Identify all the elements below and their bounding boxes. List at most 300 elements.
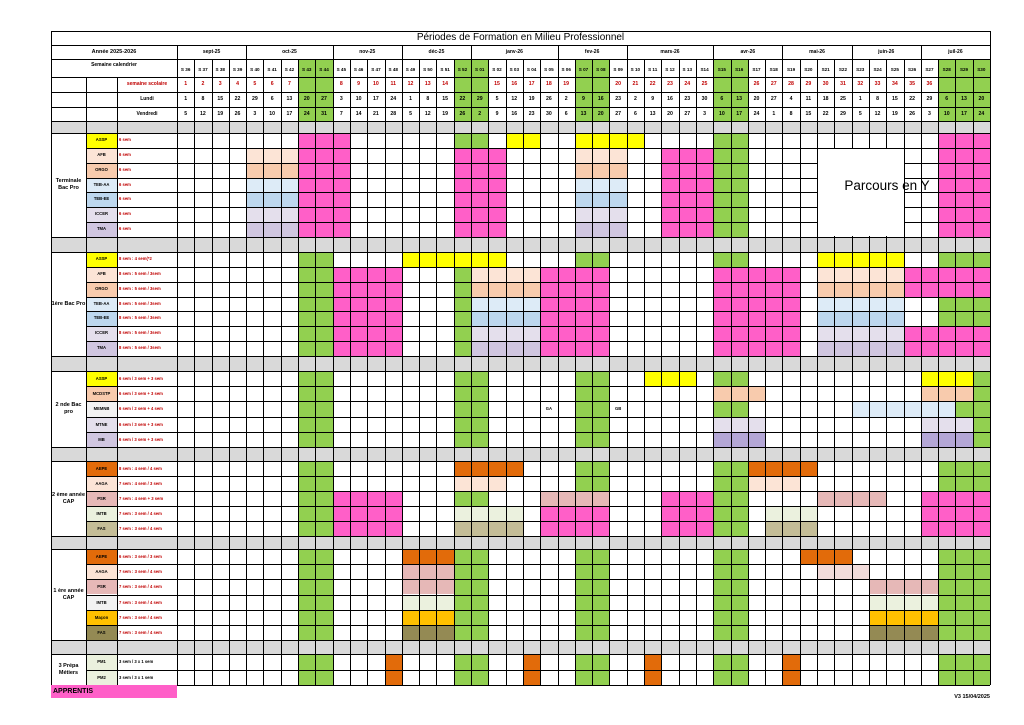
school-week-label: 16 — [511, 81, 518, 87]
grid-line-h — [86, 670, 990, 671]
monday-date: 29 — [926, 96, 933, 102]
grid-line-v — [212, 59, 213, 685]
grid-line-v — [644, 59, 645, 685]
grid-line-v — [713, 59, 714, 685]
week-label: S 06 — [561, 67, 571, 72]
school-week-label: 10 — [373, 81, 379, 87]
grid-line-v — [51, 31, 52, 685]
pfmp-duration: 6 sem / 2 sem + 4 sem — [119, 406, 163, 412]
monday-date: 15 — [442, 96, 448, 102]
section-label: 3 Prépa Métiers — [58, 662, 79, 676]
friday-date: 31 — [321, 111, 327, 117]
pfmp-duration: 7 sem : 4 sem / 3 sem — [119, 481, 162, 486]
pfmp-period-bar — [938, 178, 990, 193]
grid-line-v — [904, 59, 905, 685]
pfmp-period-bar — [402, 579, 454, 594]
filiere-code: Maçon — [94, 614, 109, 620]
friday-date: 19 — [217, 111, 224, 117]
pfmp-period-bar — [644, 670, 661, 686]
apprentis-legend: APPRENTIS — [51, 685, 177, 698]
week-label: S22 — [838, 67, 848, 72]
school-week-label: 26 — [753, 81, 760, 87]
friday-date: 2 — [478, 111, 482, 117]
friday-date: 6 — [564, 111, 568, 117]
filiere-code: PSR — [97, 496, 106, 501]
friday-date: 8 — [789, 111, 793, 117]
grid-line-v — [333, 45, 334, 59]
pfmp-period-bar — [938, 133, 990, 148]
filiere-code: AEPE — [95, 554, 108, 559]
week-label: S17 — [752, 67, 761, 72]
school-week-label — [592, 77, 609, 92]
grid-line-v — [471, 45, 472, 59]
pfmp-period-bar — [921, 432, 973, 447]
holiday-column — [575, 371, 592, 447]
section-separator — [51, 447, 990, 461]
grid-line-h — [51, 461, 990, 462]
school-week-label: 2 — [201, 81, 205, 87]
grid-line-h — [86, 417, 990, 418]
school-week-label — [938, 77, 955, 92]
grid-line-v — [921, 59, 922, 685]
pfmp-period-bar — [817, 267, 903, 282]
pfmp-period-bar — [385, 654, 402, 670]
grid-line-h — [86, 401, 990, 402]
month-label: juil-26 — [948, 49, 963, 55]
friday-date: 5 — [409, 111, 412, 117]
monday-date: 8 — [876, 96, 879, 102]
grid-line-v — [990, 31, 991, 685]
school-week-label: 22 — [649, 81, 656, 87]
pfmp-duration: 7 sem : 3 sem / 4 sem — [119, 629, 162, 635]
filiere-code: TEB-AA — [93, 181, 110, 187]
grid-line-v — [454, 59, 455, 685]
version-label: V3 15/04/2025 — [954, 694, 990, 700]
grid-line-v — [298, 59, 299, 685]
monday-date: 1 — [858, 96, 862, 102]
pfmp-duration: 6 sem — [119, 226, 131, 232]
week-label: S 42 — [284, 67, 295, 72]
semaine-scolaire-label: semaine scolaire — [126, 81, 168, 87]
monday-date: 27 — [321, 96, 327, 102]
friday-date: 10 — [269, 111, 276, 117]
friday-date: 16 — [511, 111, 518, 117]
holiday-column — [713, 461, 730, 536]
pfmp-period-bar — [298, 222, 350, 237]
school-week-label: 36 — [926, 81, 933, 87]
friday-date: 17 — [286, 111, 293, 117]
friday-date: 19 — [891, 111, 898, 117]
pfmp-period-bar — [661, 192, 713, 207]
friday-date: 27 — [615, 111, 621, 117]
grid-line-h — [51, 356, 990, 357]
school-week-label: 1 — [184, 81, 188, 87]
pfmp-period-bar — [575, 207, 627, 222]
friday-date: 24 — [753, 111, 760, 117]
grid-line-v — [471, 59, 472, 685]
grid-line-v — [229, 59, 230, 685]
monday-date: 6 — [270, 96, 274, 102]
pfmp-period-bar — [713, 326, 799, 341]
pfmp-duration: 8 sem : 5 sem / 3sem — [119, 285, 161, 291]
monday-date: 2 — [633, 96, 637, 102]
pfmp-period-bar — [713, 282, 799, 297]
monday-date: 3 — [339, 96, 343, 102]
grid-line-h — [51, 447, 990, 448]
grid-line-h — [86, 595, 990, 596]
pfmp-period-bar — [661, 178, 713, 193]
friday-date: 30 — [546, 111, 552, 117]
grid-line-v — [627, 59, 628, 685]
school-week-label: 11 — [390, 81, 396, 87]
filiere-code: AFB — [97, 151, 106, 157]
grid-line-h — [51, 107, 990, 108]
pfmp-period-bar — [575, 178, 627, 193]
pfmp-period-bar — [817, 252, 903, 267]
pfmp-period-bar — [454, 207, 506, 222]
pfmp-period-bar — [454, 476, 506, 491]
pfmp-period-bar — [575, 192, 627, 207]
grid-line-h — [51, 371, 990, 372]
section-label: 2 nde Bac pro — [55, 402, 82, 415]
grid-line-v — [782, 45, 783, 59]
monday-date: 12 — [511, 96, 518, 102]
week-label: S16 — [735, 67, 744, 72]
friday-date: 1 — [772, 111, 776, 117]
school-week-label: 9 — [357, 81, 361, 87]
page-title: Périodes de Formation en Milieu Professionnel — [416, 32, 625, 43]
monday-date: 16 — [597, 96, 604, 102]
grid-line-v — [592, 59, 593, 685]
filiere-code: PM2 — [97, 674, 106, 680]
pfmp-period-bar — [644, 654, 661, 670]
grid-line-h — [51, 45, 990, 46]
friday-date: 19 — [442, 111, 448, 117]
friday-date: 12 — [424, 111, 431, 117]
pfmp-period-bar — [402, 625, 454, 640]
grid-line-v — [731, 59, 732, 685]
school-week-label: 8 — [339, 81, 343, 87]
monday-date: 15 — [891, 96, 898, 102]
friday-date: 26 — [234, 111, 241, 117]
school-week-label: 6 — [270, 81, 274, 87]
filiere-code: AFB — [97, 270, 106, 276]
filiere-code: TEB-EE — [93, 196, 110, 202]
week-label: S 39 — [232, 67, 243, 72]
grid-line-v — [402, 59, 403, 685]
monday-date: 24 — [390, 96, 397, 102]
filiere-code: ASSP — [95, 376, 108, 381]
grid-line-h — [86, 491, 990, 492]
month-label: avr-26 — [740, 49, 756, 55]
pfmp-period-bar — [904, 282, 990, 297]
pfmp-period-bar — [921, 371, 973, 386]
friday-date: 3 — [703, 111, 707, 117]
friday-date: 14 — [355, 111, 362, 117]
holiday-column — [315, 461, 332, 536]
group-tag: GB — [614, 406, 622, 412]
grid-line-v — [117, 77, 118, 685]
grid-line-v — [973, 59, 974, 685]
school-week-label: 35 — [909, 81, 916, 87]
grid-line-v — [350, 59, 351, 685]
pfmp-period-bar — [782, 670, 799, 686]
friday-date: 21 — [373, 111, 379, 117]
week-label: S 47 — [371, 67, 381, 72]
month-label: juin-26 — [878, 49, 895, 55]
pfmp-period-bar — [298, 133, 350, 148]
week-label: S 52 — [457, 67, 468, 72]
pfmp-period-bar — [298, 163, 350, 178]
school-week-label: 14 — [442, 81, 448, 87]
friday-date: 10 — [943, 111, 950, 117]
monday-date: 9 — [582, 96, 585, 102]
week-label: S 12 — [665, 67, 675, 72]
week-label: S 09 — [613, 67, 623, 72]
pfmp-duration: 8 sem : 5 sem / 3sem — [119, 270, 161, 276]
grid-line-v — [367, 59, 368, 685]
filiere-code: PM1 — [97, 659, 106, 664]
section-separator — [51, 237, 990, 252]
monday-date: 26 — [546, 96, 552, 102]
pfmp-period-bar — [661, 506, 713, 521]
pfmp-period-bar — [713, 386, 765, 401]
filiere-code: MB — [98, 436, 105, 442]
monday-date: 10 — [355, 96, 362, 102]
friday-date: 7 — [339, 111, 343, 117]
pfmp-period-bar — [713, 417, 765, 432]
grid-line-v — [419, 59, 420, 685]
school-week-label: 24 — [684, 81, 691, 87]
pfmp-duration: 8 sem : 5 sem / 3sem — [119, 315, 161, 321]
pfmp-period-bar — [298, 148, 350, 163]
pfmp-period-bar — [921, 417, 973, 432]
pfmp-period-bar — [782, 654, 799, 670]
monday-date: 27 — [770, 96, 777, 102]
filiere-code: MEMNB — [93, 406, 110, 412]
school-week-label: 20 — [615, 81, 621, 87]
grid-line-h — [86, 326, 990, 327]
friday-date: 27 — [684, 111, 691, 117]
grid-line-h — [86, 386, 990, 387]
monday-date: 20 — [978, 96, 985, 102]
filiere-code: ASSP — [95, 137, 108, 142]
grid-line-v — [713, 45, 714, 59]
school-week-label: 34 — [891, 81, 898, 87]
friday-date: 26 — [909, 111, 916, 117]
school-week-label: 33 — [874, 81, 881, 87]
pfmp-duration: 6 sem — [119, 196, 131, 202]
school-week-label — [471, 77, 488, 92]
grid-line-h — [51, 549, 990, 550]
grid-line-h — [86, 521, 990, 522]
monday-date: 29 — [476, 96, 483, 102]
filiere-code: MTNE — [95, 421, 108, 427]
month-label: nov-25 — [359, 49, 376, 55]
week-label: S 08 — [596, 67, 606, 72]
month-label: janv-26 — [505, 49, 523, 55]
grid-line-v — [575, 59, 576, 685]
week-label: S 46 — [353, 67, 364, 72]
filiere-code: AAGA — [95, 481, 108, 486]
grid-line-v — [955, 59, 956, 685]
week-label: S25 — [890, 67, 899, 72]
filiere-code: ICCER — [94, 330, 109, 336]
friday-date: 26 — [459, 111, 466, 117]
week-label: S 11 — [648, 67, 658, 72]
pfmp-period-bar — [904, 341, 990, 356]
grid-line-v — [627, 45, 628, 59]
section-separator — [51, 536, 990, 549]
school-week-label — [298, 77, 315, 92]
filiere-code: PSR — [97, 584, 106, 590]
filiere-code: AEPE — [95, 466, 108, 471]
week-label: S 05 — [544, 67, 554, 72]
pfmp-period-bar — [661, 521, 713, 536]
pfmp-duration: 3 sem / 3 x 1 sem — [119, 674, 154, 680]
section-separator — [51, 121, 990, 133]
holiday-column — [315, 371, 332, 447]
week-label: S 49 — [405, 67, 416, 72]
school-week-label: 19 — [563, 81, 570, 87]
monday-date: 13 — [961, 96, 967, 102]
school-week-label: 28 — [788, 81, 794, 87]
pfmp-period-bar — [817, 311, 903, 326]
grid-line-v — [506, 59, 507, 685]
pfmp-period-bar — [713, 432, 765, 447]
school-week-label — [575, 77, 592, 92]
monday-date: 22 — [234, 96, 241, 102]
pfmp-duration: 7 sem : 3 sem / 4 sem — [119, 599, 162, 605]
week-label: S 03 — [509, 67, 520, 72]
friday-date: 29 — [840, 111, 846, 117]
holiday-column — [471, 371, 488, 447]
week-label: S29 — [959, 67, 969, 72]
group-tag: GA — [545, 406, 553, 412]
week-label: S 41 — [267, 67, 277, 72]
pfmp-period-bar — [938, 222, 990, 237]
grid-line-v — [696, 59, 697, 685]
friday-date: 17 — [736, 111, 743, 117]
friday-date: 5 — [184, 111, 188, 117]
monday-date: 22 — [459, 96, 466, 102]
pfmp-duration: 7 sem : 3 sem / 4 sem — [119, 526, 162, 531]
pfmp-period-bar — [454, 192, 506, 207]
pfmp-duration: 8 sem : 4 sem(*2 — [119, 256, 152, 261]
friday-date: 15 — [805, 111, 812, 117]
week-label: S 37 — [198, 67, 208, 72]
pfmp-duration: 6 sem — [119, 166, 131, 172]
grid-line-v — [765, 59, 766, 685]
week-label: S18 — [769, 67, 778, 72]
friday-date: 23 — [528, 111, 535, 117]
grid-line-v — [86, 77, 87, 685]
school-week-label: 5 — [253, 81, 257, 87]
pfmp-period-bar — [454, 148, 506, 163]
school-week-label: 3 — [218, 81, 222, 87]
school-week-label: 13 — [424, 81, 431, 87]
pfmp-period-bar — [298, 192, 350, 207]
monday-date: 13 — [286, 96, 293, 102]
school-week-label — [973, 77, 990, 92]
grid-line-v — [315, 59, 316, 685]
monday-date: 1 — [409, 96, 412, 102]
filiere-code: MCDSTP — [92, 391, 111, 397]
monday-date: 19 — [528, 96, 535, 102]
week-label: S 07 — [578, 67, 589, 72]
filiere-code: FAS — [97, 526, 106, 531]
friday-date: 20 — [667, 111, 673, 117]
holiday-column — [298, 371, 315, 447]
week-label: S23 — [856, 67, 865, 72]
monday-date: 6 — [945, 96, 949, 102]
grid-line-v — [609, 59, 610, 685]
school-week-label — [731, 77, 748, 92]
pfmp-period-bar — [523, 654, 540, 670]
grid-line-h — [51, 252, 990, 253]
week-label: S 38 — [215, 67, 225, 72]
grid-line-h — [86, 610, 990, 611]
grid-line-h — [51, 59, 990, 60]
pfmp-duration: 7 sem : 3 sem / 4 sem — [119, 614, 162, 620]
school-week-label: 30 — [822, 81, 829, 87]
monday-date: 25 — [840, 96, 846, 102]
week-label: S 04 — [526, 67, 537, 72]
school-week-label: 21 — [632, 81, 639, 87]
holiday-column — [454, 371, 471, 447]
week-label: S 45 — [336, 67, 347, 72]
week-label: S 44 — [319, 67, 329, 72]
pfmp-duration: 6 sem — [119, 137, 131, 142]
pfmp-duration: 8 sem : 4 sem / 4 sem — [119, 466, 162, 471]
month-label: fev-26 — [584, 49, 600, 55]
pfmp-period-bar — [454, 163, 506, 178]
grid-line-v — [800, 59, 801, 685]
monday-date: 15 — [217, 96, 224, 102]
school-week-label: 7 — [287, 81, 291, 87]
grid-line-h — [51, 536, 990, 537]
pfmp-period-bar — [454, 178, 506, 193]
pfmp-duration: 6 sem — [119, 151, 131, 157]
pfmp-period-bar — [904, 267, 990, 282]
week-label: S 36 — [180, 67, 191, 72]
pfmp-period-bar — [661, 207, 713, 222]
pfmp-period-bar — [904, 326, 990, 341]
pfmp-period-bar — [938, 207, 990, 222]
holiday-column — [592, 371, 609, 447]
pfmp-period-bar — [713, 341, 799, 356]
monday-date: 30 — [701, 96, 708, 102]
monday-date: 13 — [736, 96, 743, 102]
pfmp-period-bar — [575, 163, 627, 178]
pfmp-duration: 3 sem / 3 x 1 sem — [119, 659, 154, 664]
friday-date: 24 — [303, 111, 310, 117]
grid-line-h — [86, 297, 990, 298]
friday-date: 3 — [253, 111, 257, 117]
grid-line-v — [679, 59, 680, 685]
pfmp-period-bar — [921, 386, 973, 401]
week-label: S28 — [942, 67, 951, 72]
week-label: S 51 — [440, 67, 450, 72]
grid-line-v — [938, 59, 939, 685]
grid-line-v — [523, 59, 524, 685]
grid-line-v — [281, 59, 282, 685]
school-week-label — [955, 77, 972, 92]
pfmp-period-bar — [454, 222, 506, 237]
monday-date: 2 — [564, 96, 568, 102]
week-label: S 50 — [423, 67, 433, 72]
grid-line-h — [51, 654, 990, 655]
